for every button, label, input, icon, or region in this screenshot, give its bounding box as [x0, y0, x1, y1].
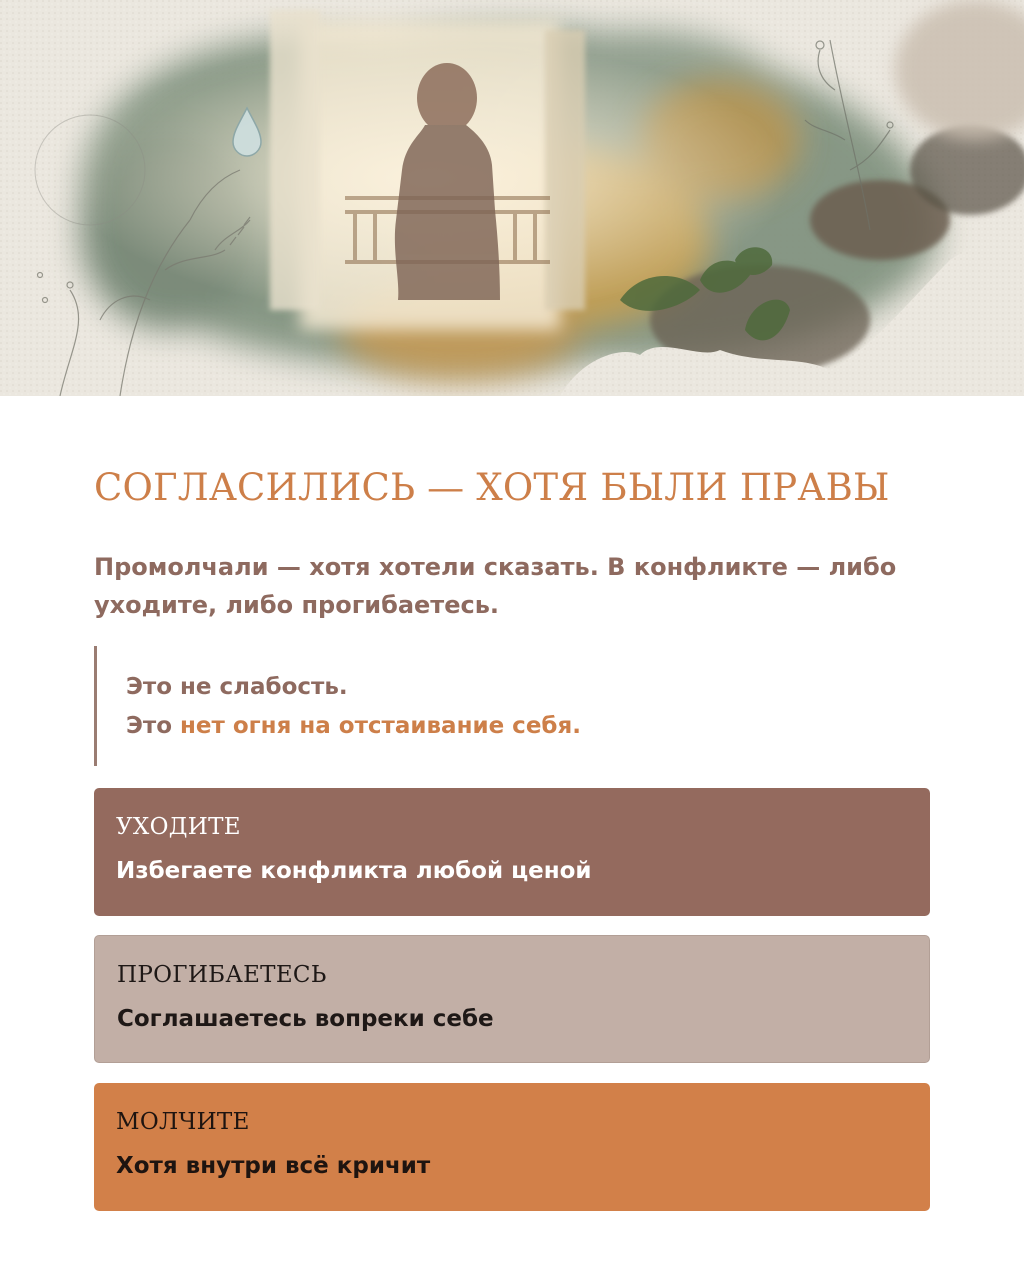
quote-line-1: Это не слабость.	[126, 674, 348, 700]
card-text: Избегаете конфликта любой ценой	[116, 858, 592, 884]
lead-paragraph: Промолчали — хотя хотели сказать. В конфликте — либо уходите, либо прогибаетесь.	[94, 553, 897, 619]
card-text: Хотя внутри всё кричит	[116, 1153, 431, 1179]
card-title: УХОДИТЕ	[116, 814, 241, 840]
page-title: СОГЛАСИЛИСЬ — ХОТЯ БЫЛИ ПРАВЫ	[94, 466, 890, 509]
quote-accent-text: нет огня на отстаивание себя.	[180, 713, 581, 739]
quote-line-2-prefix: Это	[126, 713, 181, 739]
quote-line-2	[126, 707, 581, 746]
card-silent	[94, 1083, 930, 1211]
card-bend	[94, 935, 930, 1063]
card-text: Соглашаетесь вопреки себе	[117, 1006, 494, 1032]
watercolor-scene	[0, 0, 1024, 396]
quote-block	[94, 646, 581, 766]
card-title: ПРОГИБАЕТЕСЬ	[117, 962, 327, 988]
card-leave	[94, 788, 930, 916]
card-title: МОЛЧИТЕ	[116, 1109, 250, 1135]
hero-illustration	[0, 0, 1024, 396]
